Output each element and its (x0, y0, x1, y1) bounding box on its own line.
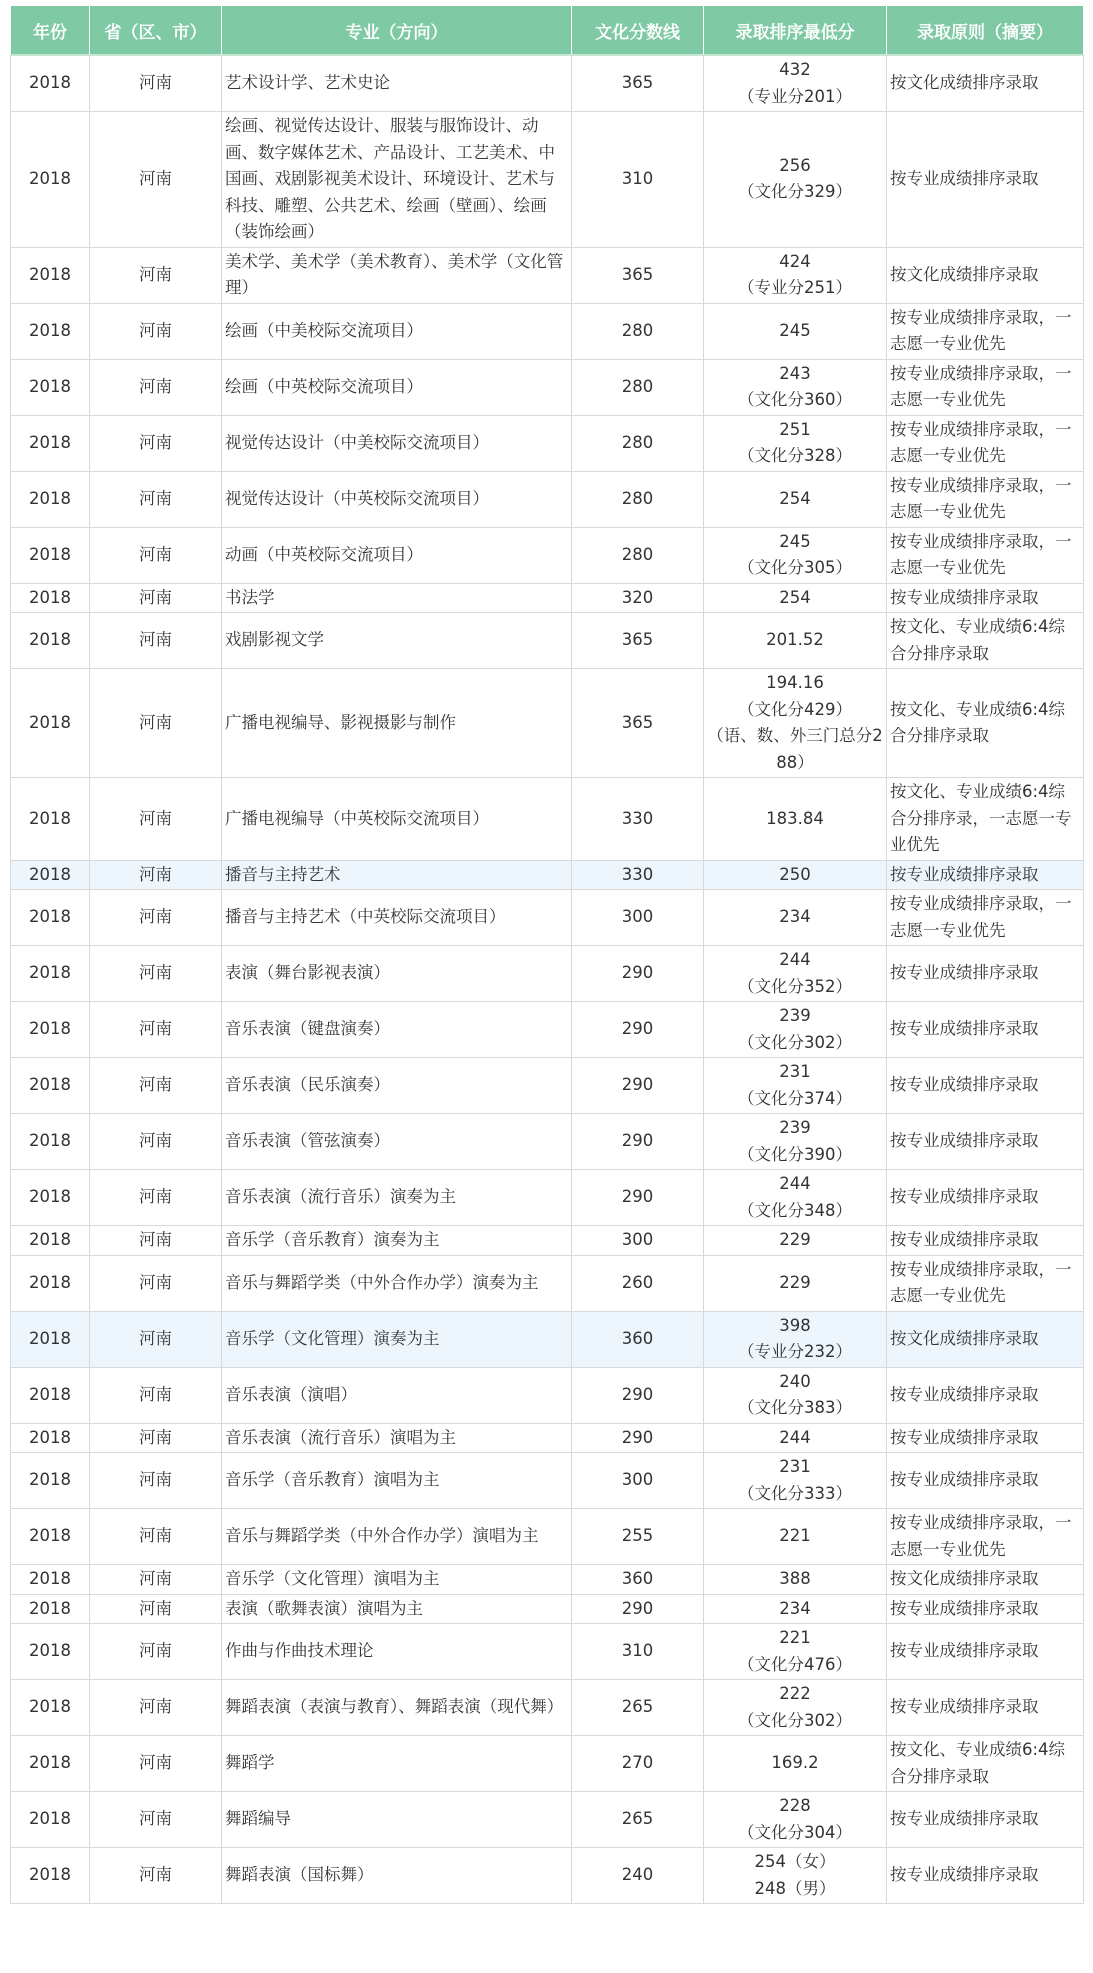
cell-year: 2018 (11, 1367, 90, 1423)
cell-culture-score: 365 (572, 55, 704, 112)
cell-min-rank-score (704, 415, 887, 471)
rank-score-line: （文化分374） (738, 1088, 852, 1108)
cell-admission-rule: 按文化成绩排序录取 (887, 247, 1084, 303)
table-row (11, 890, 1084, 946)
cell-province: 河南 (90, 1565, 222, 1595)
cell-year: 2018 (11, 669, 90, 778)
table-row (11, 860, 1084, 890)
cell-major: 音乐学（音乐教育）演奏为主 (222, 1226, 572, 1256)
rank-score-line: 244 (779, 1174, 811, 1193)
admission-table-wrapper (10, 5, 1083, 1904)
cell-year: 2018 (11, 1002, 90, 1058)
cell-major: 广播电视编导、影视摄影与制作 (222, 669, 572, 778)
cell-major: 作曲与作曲技术理论 (222, 1624, 572, 1680)
cell-major: 表演（舞台影视表演） (222, 946, 572, 1002)
cell-culture-score: 365 (572, 669, 704, 778)
cell-year: 2018 (11, 527, 90, 583)
rank-score-line: 424 (779, 251, 811, 271)
cell-major: 音乐表演（演唱） (222, 1367, 572, 1423)
cell-major: 绘画（中英校际交流项目） (222, 359, 572, 415)
cell-province: 河南 (90, 1624, 222, 1680)
cell-major: 美术学、美术学（美术教育）、美术学（文化管理） (222, 247, 572, 303)
cell-admission-rule: 按专业成绩排序录取，一志愿一专业优先 (887, 527, 1084, 583)
cell-province: 河南 (90, 415, 222, 471)
rank-score-line: 388 (779, 1569, 811, 1588)
cell-culture-score: 360 (572, 1565, 704, 1595)
cell-admission-rule: 按专业成绩排序录取 (887, 1792, 1084, 1848)
cell-culture-score: 290 (572, 1423, 704, 1453)
table-row (11, 1792, 1084, 1848)
rank-score-line: 222 (779, 1684, 811, 1703)
cell-min-rank-score (704, 860, 887, 890)
rank-score-line: 245 (779, 320, 811, 340)
table-row (11, 1624, 1084, 1680)
cell-admission-rule: 按文化成绩排序录取 (887, 55, 1084, 112)
cell-province: 河南 (90, 55, 222, 112)
cell-year: 2018 (11, 471, 90, 527)
cell-year: 2018 (11, 1594, 90, 1624)
cell-major: 音乐表演（流行音乐）演唱为主 (222, 1423, 572, 1453)
cell-province: 河南 (90, 1792, 222, 1848)
cell-year: 2018 (11, 247, 90, 303)
cell-admission-rule: 按专业成绩排序录取 (887, 1058, 1084, 1114)
cell-year: 2018 (11, 303, 90, 359)
cell-province: 河南 (90, 946, 222, 1002)
cell-culture-score: 300 (572, 1453, 704, 1509)
cell-min-rank-score (704, 1423, 887, 1453)
rank-score-line: （专业分251） (738, 278, 852, 297)
cell-culture-score: 265 (572, 1680, 704, 1736)
cell-province: 河南 (90, 890, 222, 946)
cell-year: 2018 (11, 1058, 90, 1114)
cell-culture-score: 270 (572, 1736, 704, 1792)
cell-province: 河南 (90, 1736, 222, 1792)
table-row (11, 1423, 1084, 1453)
cell-province: 河南 (90, 471, 222, 527)
table-row (11, 613, 1084, 669)
cell-min-rank-score (704, 303, 887, 359)
cell-major: 音乐表演（管弦演奏） (222, 1114, 572, 1170)
rank-score-line: 250 (779, 864, 811, 884)
cell-year: 2018 (11, 1226, 90, 1256)
cell-min-rank-score (704, 778, 887, 861)
cell-admission-rule: 按文化、专业成绩6:4综合分排序录取 (887, 1736, 1084, 1792)
cell-province: 河南 (90, 1453, 222, 1509)
cell-admission-rule: 按专业成绩排序录取 (887, 112, 1084, 248)
cell-culture-score: 290 (572, 1367, 704, 1423)
rank-score-line: （文化分360） (738, 390, 852, 409)
rank-score-line: （文化分476） (738, 1654, 852, 1674)
cell-major: 音乐学（文化管理）演唱为主 (222, 1565, 572, 1595)
header-culture-score: 文化分数线 (572, 6, 704, 56)
cell-culture-score: 260 (572, 1255, 704, 1311)
cell-year: 2018 (11, 1170, 90, 1226)
cell-min-rank-score (704, 1624, 887, 1680)
cell-province: 河南 (90, 613, 222, 669)
rank-score-line: 398 (779, 1315, 811, 1335)
admission-score-table (10, 5, 1084, 1904)
rank-score-line: 254 (779, 488, 811, 508)
cell-admission-rule: 按专业成绩排序录取 (887, 1624, 1084, 1680)
table-row (11, 359, 1084, 415)
table-row (11, 946, 1084, 1002)
cell-min-rank-score (704, 946, 887, 1002)
cell-admission-rule: 按专业成绩排序录取 (887, 1226, 1084, 1256)
cell-major: 绘画、视觉传达设计、服装与服饰设计、动画、数字媒体艺术、产品设计、工艺美术、中国画、戏剧影视美术设计、环境设计、艺术与科技、雕塑、公共艺术、绘画（壁画）、绘画（装饰绘画） (222, 112, 572, 248)
cell-admission-rule: 按专业成绩排序录取 (887, 1002, 1084, 1058)
table-row (11, 1565, 1084, 1595)
rank-score-line: 231 (779, 1457, 811, 1476)
rank-score-line: （文化分333） (738, 1483, 852, 1503)
rank-score-line: （文化分352） (738, 976, 852, 996)
cell-year: 2018 (11, 1114, 90, 1170)
cell-culture-score: 280 (572, 359, 704, 415)
cell-province: 河南 (90, 1058, 222, 1114)
cell-min-rank-score (704, 247, 887, 303)
cell-min-rank-score (704, 613, 887, 669)
rank-score-line: （文化分348） (738, 1200, 852, 1220)
cell-province: 河南 (90, 1594, 222, 1624)
cell-admission-rule: 按专业成绩排序录取，一志愿一专业优先 (887, 1255, 1084, 1311)
cell-major: 戏剧影视文学 (222, 613, 572, 669)
cell-min-rank-score (704, 527, 887, 583)
cell-year: 2018 (11, 1736, 90, 1792)
cell-province: 河南 (90, 1311, 222, 1367)
rank-score-line: 248（男） (754, 1878, 836, 1898)
cell-major: 书法学 (222, 583, 572, 613)
cell-admission-rule: 按专业成绩排序录取 (887, 1594, 1084, 1624)
table-row (11, 1736, 1084, 1792)
cell-province: 河南 (90, 1114, 222, 1170)
header-min-rank-score: 录取排序最低分 (704, 6, 887, 56)
cell-year: 2018 (11, 1680, 90, 1736)
cell-year: 2018 (11, 55, 90, 112)
header-admission-rule: 录取原则（摘要） (887, 6, 1084, 56)
cell-province: 河南 (90, 527, 222, 583)
cell-year: 2018 (11, 860, 90, 890)
table-row (11, 1680, 1084, 1736)
cell-min-rank-score (704, 669, 887, 778)
table-row (11, 1255, 1084, 1311)
cell-admission-rule: 按专业成绩排序录取，一志愿一专业优先 (887, 415, 1084, 471)
rank-score-line: 169.2 (771, 1753, 819, 1773)
table-row (11, 1226, 1084, 1256)
cell-major: 动画（中英校际交流项目） (222, 527, 572, 583)
cell-major: 音乐表演（键盘演奏） (222, 1002, 572, 1058)
rank-score-line: 221 (779, 1628, 811, 1647)
table-row (11, 1114, 1084, 1170)
cell-province: 河南 (90, 247, 222, 303)
table-row (11, 415, 1084, 471)
cell-year: 2018 (11, 1565, 90, 1595)
cell-admission-rule: 按专业成绩排序录取 (887, 946, 1084, 1002)
cell-major: 音乐学（音乐教育）演唱为主 (222, 1453, 572, 1509)
cell-admission-rule: 按专业成绩排序录取 (887, 1367, 1084, 1423)
rank-score-line: 201.52 (766, 630, 824, 650)
cell-major: 舞蹈表演（国标舞） (222, 1848, 572, 1904)
cell-major: 音乐表演（流行音乐）演奏为主 (222, 1170, 572, 1226)
rank-score-line: （文化分305） (738, 558, 852, 577)
rank-score-line: 251 (779, 419, 811, 439)
header-province: 省（区、市） (90, 6, 222, 56)
cell-province: 河南 (90, 1002, 222, 1058)
cell-min-rank-score (704, 1848, 887, 1904)
cell-min-rank-score (704, 1114, 887, 1170)
table-row (11, 1848, 1084, 1904)
table-header-row (11, 6, 1084, 56)
cell-min-rank-score (704, 1736, 887, 1792)
cell-culture-score: 290 (572, 1114, 704, 1170)
cell-culture-score: 280 (572, 415, 704, 471)
cell-culture-score: 280 (572, 303, 704, 359)
cell-major: 舞蹈表演（表演与教育）、舞蹈表演（现代舞） (222, 1680, 572, 1736)
cell-admission-rule: 按专业成绩排序录取，一志愿一专业优先 (887, 359, 1084, 415)
cell-province: 河南 (90, 112, 222, 248)
table-row (11, 1311, 1084, 1367)
cell-major: 艺术设计学、艺术史论 (222, 55, 572, 112)
rank-score-line: 243 (779, 363, 811, 383)
cell-admission-rule: 按专业成绩排序录取 (887, 583, 1084, 613)
cell-province: 河南 (90, 1226, 222, 1256)
cell-min-rank-score (704, 1226, 887, 1256)
cell-admission-rule: 按专业成绩排序录取，一志愿一专业优先 (887, 471, 1084, 527)
rank-score-line: 229 (779, 1272, 811, 1292)
cell-province: 河南 (90, 359, 222, 415)
cell-min-rank-score (704, 1255, 887, 1311)
cell-min-rank-score (704, 1680, 887, 1736)
cell-culture-score: 290 (572, 1170, 704, 1226)
cell-admission-rule: 按文化成绩排序录取 (887, 1311, 1084, 1367)
table-row (11, 669, 1084, 778)
cell-major: 舞蹈编导 (222, 1792, 572, 1848)
table-row (11, 247, 1084, 303)
cell-culture-score: 240 (572, 1848, 704, 1904)
cell-province: 河南 (90, 1680, 222, 1736)
cell-province: 河南 (90, 1423, 222, 1453)
cell-culture-score: 330 (572, 778, 704, 861)
cell-admission-rule: 按专业成绩排序录取，一志愿一专业优先 (887, 1509, 1084, 1565)
cell-admission-rule: 按专业成绩排序录取 (887, 1114, 1084, 1170)
cell-admission-rule: 按专业成绩排序录取 (887, 1848, 1084, 1904)
cell-year: 2018 (11, 583, 90, 613)
cell-major: 广播电视编导（中英校际交流项目） (222, 778, 572, 861)
cell-culture-score: 290 (572, 946, 704, 1002)
cell-province: 河南 (90, 778, 222, 861)
rank-score-line: （专业分201） (738, 86, 852, 106)
cell-culture-score: 290 (572, 1594, 704, 1624)
rank-score-line: （文化分302） (738, 1710, 852, 1730)
cell-year: 2018 (11, 946, 90, 1002)
cell-culture-score: 265 (572, 1792, 704, 1848)
header-year: 年份 (11, 6, 90, 56)
cell-culture-score: 330 (572, 860, 704, 890)
cell-province: 河南 (90, 1170, 222, 1226)
rank-score-line: 254（女） (754, 1852, 836, 1871)
cell-admission-rule: 按专业成绩排序录取 (887, 860, 1084, 890)
cell-min-rank-score (704, 1453, 887, 1509)
cell-province: 河南 (90, 1848, 222, 1904)
table-row (11, 1453, 1084, 1509)
rank-score-line: 244 (779, 1427, 811, 1447)
rank-score-line: （文化分302） (738, 1032, 852, 1052)
cell-year: 2018 (11, 1453, 90, 1509)
cell-major: 播音与主持艺术（中英校际交流项目） (222, 890, 572, 946)
rank-score-line: 229 (779, 1230, 811, 1249)
cell-min-rank-score (704, 1509, 887, 1565)
cell-culture-score: 360 (572, 1311, 704, 1367)
cell-admission-rule: 按文化、专业成绩6:4综合分排序录取 (887, 613, 1084, 669)
cell-culture-score: 280 (572, 471, 704, 527)
cell-culture-score: 290 (572, 1058, 704, 1114)
cell-major: 音乐与舞蹈学类（中外合作办学）演奏为主 (222, 1255, 572, 1311)
rank-score-line: 228 (779, 1796, 811, 1815)
cell-min-rank-score (704, 1170, 887, 1226)
cell-year: 2018 (11, 359, 90, 415)
cell-min-rank-score (704, 1594, 887, 1624)
cell-major: 表演（歌舞表演）演唱为主 (222, 1594, 572, 1624)
cell-year: 2018 (11, 613, 90, 669)
table-row (11, 778, 1084, 861)
rank-score-line: （专业分232） (738, 1342, 852, 1361)
cell-major: 音乐表演（民乐演奏） (222, 1058, 572, 1114)
cell-culture-score: 320 (572, 583, 704, 613)
cell-major: 视觉传达设计（中英校际交流项目） (222, 471, 572, 527)
rank-score-line: （文化分383） (738, 1398, 852, 1417)
cell-admission-rule: 按专业成绩排序录取 (887, 1453, 1084, 1509)
rank-score-line: （文化分328） (738, 446, 852, 465)
rank-score-line: 432 (779, 60, 811, 79)
rank-score-line: 244 (779, 950, 811, 969)
cell-year: 2018 (11, 1423, 90, 1453)
cell-year: 2018 (11, 890, 90, 946)
table-body (11, 55, 1084, 1904)
cell-min-rank-score (704, 471, 887, 527)
cell-year: 2018 (11, 112, 90, 248)
cell-province: 河南 (90, 1255, 222, 1311)
cell-admission-rule: 按专业成绩排序录取 (887, 1170, 1084, 1226)
cell-min-rank-score (704, 1792, 887, 1848)
cell-min-rank-score (704, 1058, 887, 1114)
rank-score-line: （文化分329） (738, 182, 852, 202)
table-row (11, 1367, 1084, 1423)
cell-min-rank-score (704, 55, 887, 112)
rank-score-line: 234 (779, 1598, 811, 1618)
cell-culture-score: 300 (572, 890, 704, 946)
table-row (11, 527, 1084, 583)
cell-province: 河南 (90, 860, 222, 890)
table-row (11, 1509, 1084, 1565)
cell-major: 舞蹈学 (222, 1736, 572, 1792)
cell-admission-rule: 按专业成绩排序录取，一志愿一专业优先 (887, 890, 1084, 946)
cell-year: 2018 (11, 1509, 90, 1565)
cell-admission-rule: 按专业成绩排序录取，一志愿一专业优先 (887, 303, 1084, 359)
rank-score-line: 231 (779, 1062, 811, 1081)
cell-min-rank-score (704, 112, 887, 248)
cell-min-rank-score (704, 583, 887, 613)
rank-score-line: 239 (779, 1006, 811, 1025)
cell-year: 2018 (11, 1311, 90, 1367)
rank-score-line: （文化分429） (738, 699, 852, 719)
cell-culture-score: 310 (572, 1624, 704, 1680)
rank-score-line: 239 (779, 1118, 811, 1137)
cell-province: 河南 (90, 669, 222, 778)
cell-culture-score: 255 (572, 1509, 704, 1565)
table-row (11, 112, 1084, 248)
cell-year: 2018 (11, 778, 90, 861)
table-row (11, 1170, 1084, 1226)
cell-min-rank-score (704, 1311, 887, 1367)
rank-score-line: 183.84 (766, 808, 824, 828)
cell-admission-rule: 按专业成绩排序录取 (887, 1680, 1084, 1736)
rank-score-line: 256 (779, 155, 811, 175)
rank-score-line: 245 (779, 531, 811, 551)
cell-min-rank-score (704, 1367, 887, 1423)
cell-min-rank-score (704, 1002, 887, 1058)
cell-major: 绘画（中美校际交流项目） (222, 303, 572, 359)
cell-province: 河南 (90, 1509, 222, 1565)
cell-year: 2018 (11, 1255, 90, 1311)
cell-admission-rule: 按文化、专业成绩6:4综合分排序录取 (887, 669, 1084, 778)
header-major: 专业（方向） (222, 6, 572, 56)
cell-min-rank-score (704, 890, 887, 946)
rank-score-line: （语、数、外三门总分288） (707, 726, 883, 772)
cell-province: 河南 (90, 1367, 222, 1423)
table-row (11, 583, 1084, 613)
cell-year: 2018 (11, 415, 90, 471)
rank-score-line: （文化分390） (738, 1144, 852, 1164)
cell-admission-rule: 按文化成绩排序录取 (887, 1565, 1084, 1595)
cell-year: 2018 (11, 1624, 90, 1680)
cell-culture-score: 280 (572, 527, 704, 583)
table-row (11, 471, 1084, 527)
cell-culture-score: 365 (572, 613, 704, 669)
cell-year: 2018 (11, 1792, 90, 1848)
cell-major: 播音与主持艺术 (222, 860, 572, 890)
rank-score-line: 234 (779, 907, 811, 927)
table-row (11, 1058, 1084, 1114)
table-row (11, 1594, 1084, 1624)
cell-major: 音乐与舞蹈学类（中外合作办学）演唱为主 (222, 1509, 572, 1565)
table-row (11, 1002, 1084, 1058)
rank-score-line: 221 (779, 1526, 811, 1546)
cell-major: 音乐学（文化管理）演奏为主 (222, 1311, 572, 1367)
cell-culture-score: 300 (572, 1226, 704, 1256)
cell-major: 视觉传达设计（中美校际交流项目） (222, 415, 572, 471)
table-row (11, 55, 1084, 112)
cell-admission-rule: 按专业成绩排序录取 (887, 1423, 1084, 1453)
rank-score-line: 240 (779, 1371, 811, 1391)
table-row (11, 303, 1084, 359)
rank-score-line: 254 (779, 587, 811, 607)
cell-culture-score: 310 (572, 112, 704, 248)
cell-culture-score: 290 (572, 1002, 704, 1058)
rank-score-line: 194.16 (766, 673, 824, 692)
cell-province: 河南 (90, 583, 222, 613)
cell-province: 河南 (90, 303, 222, 359)
cell-year: 2018 (11, 1848, 90, 1904)
cell-min-rank-score (704, 1565, 887, 1595)
cell-culture-score: 365 (572, 247, 704, 303)
rank-score-line: （文化分304） (738, 1822, 852, 1842)
cell-min-rank-score (704, 359, 887, 415)
cell-admission-rule: 按文化、专业成绩6:4综合分排序录，一志愿一专业优先 (887, 778, 1084, 861)
